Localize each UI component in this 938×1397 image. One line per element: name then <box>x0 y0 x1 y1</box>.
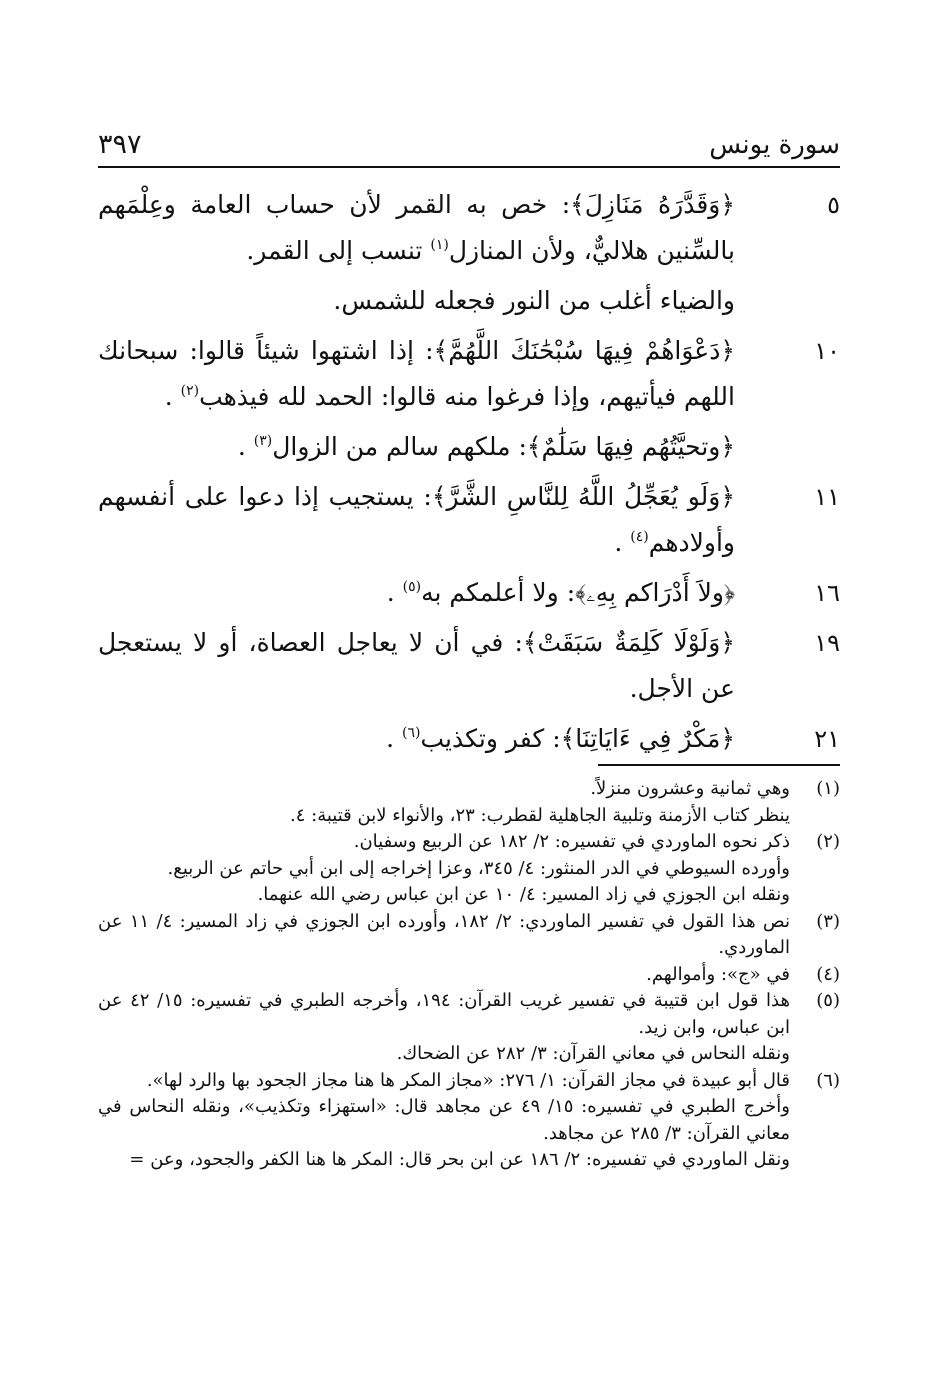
entry-text: ﴿ولاَ أَدْرَاكم بِهِۦ﴾: ولا أعلمكم به <box>421 578 735 607</box>
footnote-line: وأخرج الطبري في تفسيره: ١٥/ ٤٩ عن مجاهد قال: «استهزاء وتكذيب»، ونقله النحاس في معاني القرآن: ٣/ ٢٨٥ عن مجاهد. <box>98 1096 791 1144</box>
surah-title: سورة يونس <box>709 130 840 160</box>
entry-verse-11 <box>98 474 840 566</box>
footnote-line: ونقل الماوردي في تفسيره: ٢/ ١٨٦ عن ابن بحر قال: المكر ها هنا الكفر والجحود، وعن = <box>129 1149 790 1170</box>
footnote-number: (٣) <box>816 910 840 932</box>
footnote-line: ونقله النحاس في معاني القرآن: ٣/ ٢٨٢ عن الضحاك. <box>396 1043 790 1064</box>
footnote-ref: (٤) <box>630 529 649 545</box>
verse-number: ٥ <box>827 191 840 219</box>
page-header <box>98 118 840 168</box>
footnote-line: في «ج»: وأموالهم. <box>646 963 790 985</box>
footnote-6 <box>98 1068 840 1174</box>
entry-text-end: . <box>164 382 181 411</box>
entry-text: ﴿وتحيَّتُهُم فِيهَا سَلَٰمٌ﴾: ملكهم سالم من الزوال <box>272 432 735 461</box>
footnote-ref: (٦) <box>402 725 421 741</box>
footnote-2 <box>98 829 840 909</box>
footnote-number: (٤) <box>816 963 840 985</box>
entry-continuation <box>98 424 840 470</box>
footnote-number: (٦) <box>816 1069 840 1091</box>
verse-number: ١٩ <box>814 629 840 657</box>
verse-number: ٢١ <box>814 725 840 753</box>
entry-verse-10 <box>98 328 840 420</box>
entry-text: والضياء أغلب من النور فجعله للشمس. <box>333 286 735 315</box>
footnote-ref: (١) <box>430 237 449 253</box>
footnote-number: (٢) <box>816 831 840 852</box>
footnote-line: وهي ثمانية وعشرون منزلاً. <box>590 778 790 799</box>
footnote-line: وأورده السيوطي في الدر المنثور: ٤/ ٣٤٥، وعزا إخراجه إلى ابن أبي حاتم عن الربيع. <box>167 857 790 879</box>
verse-number: ١٠ <box>814 337 840 365</box>
entry-text: ﴿وَقَدَّرَهُ مَنَازِلَ﴾: خص به القمر لأن حساب العامة وعِلْمَهم بالسِّنين هلاليٌّ، ولأن المنازل <box>98 190 735 265</box>
verse-number: ١١ <box>814 483 840 511</box>
footnote-line: نص هذا القول في تفسير الماوردي: ٢/ ١٨٢، وأورده ابن الجوزي في زاد المسير: ٤/ ١١ عن الماوردي. <box>98 910 790 958</box>
entry-verse-19 <box>98 620 840 712</box>
entry-verse-16 <box>98 570 840 616</box>
footnote-3 <box>98 909 840 962</box>
footnotes <box>98 776 840 1174</box>
entry-continuation <box>98 278 840 324</box>
entry-verse-21 <box>98 716 840 762</box>
entry-text: ﴿مَكْرٌ فِي ءَايَاتِنَا﴾: كفر وتكذيب <box>420 724 735 753</box>
footnote-1 <box>98 776 840 829</box>
footnote-ref: (٥) <box>402 579 422 595</box>
entry-text-end: . <box>237 432 254 461</box>
entry-text-end: . <box>614 528 631 557</box>
footnote-line: قال أبو عبيدة في مجاز القرآن: ١/ ٢٧٦: «مجاز المكر ها هنا مجاز الجحود بها والرد لها». <box>146 1069 790 1091</box>
verse-number: ١٦ <box>814 579 840 607</box>
footnote-4 <box>98 962 840 989</box>
entry-text: ﴿دَعْوَاهُمْ فِيهَا سُبْحَٰنَكَ اللَّهُمَّ﴾: إذا اشتهوا شيئاً قالوا: سبحانك اللهم فيأتيهم، وإذا فرغوا منه قالوا: الحمد لله فيذهب <box>98 336 735 411</box>
entry-text-end: تنسب إلى القمر. <box>246 236 431 265</box>
footnote-line: ونقله ابن الجوزي في زاد المسير: ٤/ ١٠ عن ابن عباس رضي الله عنهما. <box>257 884 790 905</box>
main-text <box>98 182 840 764</box>
entry-text: ﴿وَلَو يُعَجِّلُ اللَّهُ لِلنَّاسِ الشَّرَّ﴾: يستجيب إذا دعوا على أنفسهم وأولادهم <box>98 482 735 557</box>
footnote-number: (٥) <box>816 990 840 1011</box>
entry-verse-5 <box>98 182 840 274</box>
footnote-ref: (٢) <box>180 383 200 399</box>
footnote-5 <box>98 988 840 1068</box>
footnote-line: هذا قول ابن قتيبة في تفسير غريب القرآن: ١٩٤، وأخرجه الطبري في تفسيره: ١٥/ ٤٢ عن ابن عباس، وابن زيد. <box>98 990 790 1038</box>
footnote-ref: (٣) <box>253 433 273 449</box>
entry-text-end: . <box>386 578 403 607</box>
entry-text: ﴿وَلَوْلَا كَلِمَةٌ سَبَقَتْ﴾: في أن لا يعاجل العصاة، أو لا يستعجل عن الأجل. <box>98 628 735 703</box>
page-number: ٣٩٧ <box>98 129 142 160</box>
footnote-separator <box>598 764 840 766</box>
entry-text-end: . <box>386 724 403 753</box>
footnote-number: (١) <box>816 778 840 799</box>
footnote-line: ذكر نحوه الماوردي في تفسيره: ٢/ ١٨٢ عن الربيع وسفيان. <box>353 831 790 852</box>
footnote-line: ينظر كتاب الأزمنة وتلبية الجاهلية لقطرب: ٢٣، والأنواء لابن قتيبة: ٤. <box>290 804 790 826</box>
